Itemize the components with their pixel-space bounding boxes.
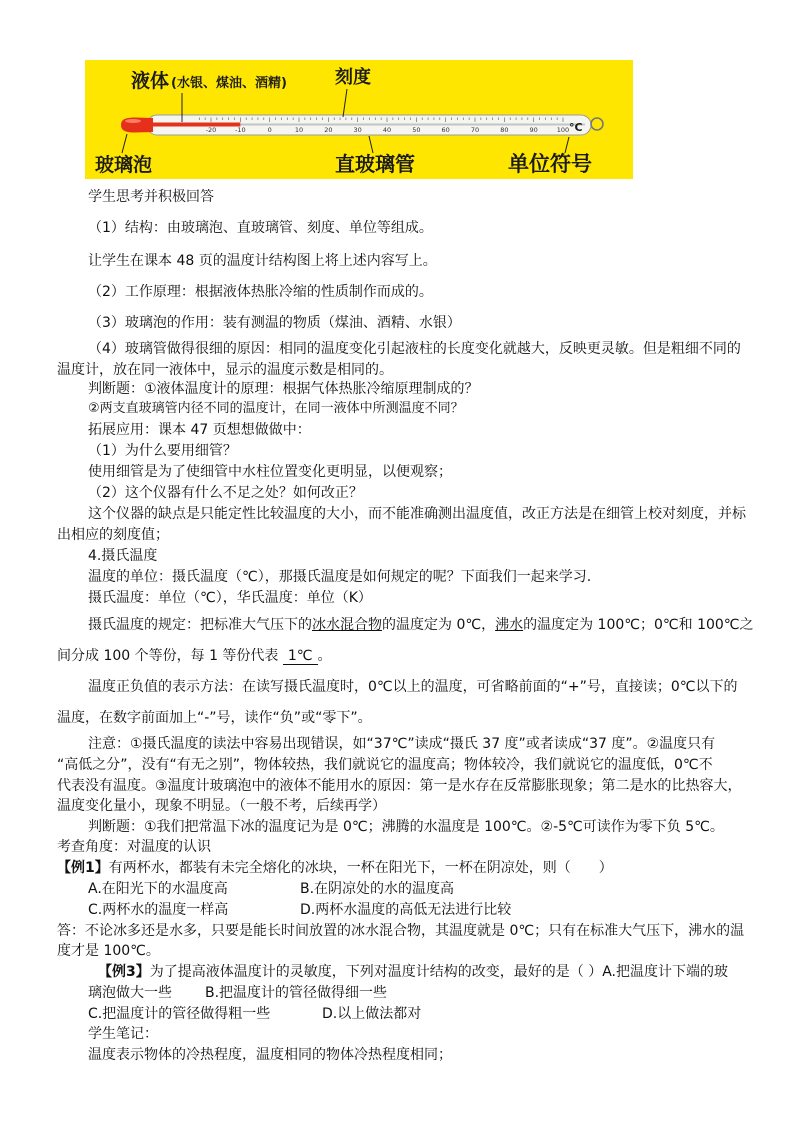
extension-question-2: （2）这个仪器有什么不足之处？如何改正？ [88, 485, 363, 501]
underlined-term-boiling-water: 沸水 [495, 617, 524, 633]
example-1-stem: 有两杯水，都装有未完全熔化的冰块，一杯在阳光下，一杯在阴凉处，则（ ） [108, 860, 613, 876]
scale-number: 100 [556, 126, 570, 134]
extension-answer-1: 使用细管是为了使细管中水柱位置变化更明显，以便观察； [88, 464, 452, 480]
sign-rule-line2: 温度，在数字前面加上“-”号，读作“负”或“零下”。 [57, 710, 372, 726]
extension-heading: 拓展应用：课本 47 页想想做做中： [88, 422, 311, 438]
example-1-option-d: D.两杯水温度的高低无法进行比较 [300, 902, 512, 918]
example-3-option-c: C.把温度计的管径做得粗一些 [88, 1006, 271, 1022]
label-bulb: 玻璃泡 [95, 154, 153, 176]
liquid-column [147, 123, 240, 127]
example-3-option-a-continued: 璃泡做大一些 [88, 985, 172, 1001]
prompt-line: 学生思考并积极回答 [88, 189, 214, 205]
student-notes-heading: 学生笔记： [88, 1026, 158, 1042]
scale-number: 50 [412, 126, 421, 134]
scale-number: 10 [294, 126, 304, 134]
extension-answer-2-line2: 出相应的刻度值； [57, 527, 169, 543]
scale-number: 90 [529, 126, 538, 134]
celsius-rule-line1 [88, 617, 754, 633]
example-1-answer-line2: 度才是 100℃。 [57, 943, 160, 959]
thermometer-structure-figure [85, 60, 633, 179]
underlined-term-ice-water: 冰水混合物 [312, 617, 382, 633]
example-1-question [57, 860, 613, 876]
instruction-line: 让学生在课本 48 页的温度计结构图上将上述内容写上。 [88, 253, 437, 269]
structure-item-2: （2）工作原理：根据液体热胀冷缩的性质制作而成的。 [88, 284, 433, 300]
assessment-angle: 考查角度：对温度的认识 [57, 839, 211, 855]
scale-number: 20 [324, 126, 333, 134]
unit-symbol: °C [569, 121, 583, 134]
celsius-unit-intro: 温度的单位：摄氏温度（℃），那摄氏温度是如何规定的呢？下面我们一起来学习. [88, 569, 592, 585]
scale-number: 70 [470, 126, 480, 134]
rule-text: 。 [317, 648, 332, 664]
sign-rule-line1: 温度正负值的表示方法：在读写摄氏温度时，0℃以上的温度，可省略前面的“+”号，直接读；0℃以下的 [88, 679, 738, 695]
celsius-units: 摄氏温度：单位（℃），华氏温度：单位（K） [88, 590, 372, 606]
extension-question-1: （1）为什么要用细管？ [88, 443, 237, 459]
judge-question-1: 判断题：①液体温度计的原理：根据气体热胀冷缩原理制成的？ [88, 381, 479, 397]
scale-number: 80 [500, 126, 509, 134]
scale-number: -20 [205, 126, 217, 134]
example-1-tag: 【例1】 [57, 860, 109, 876]
bulb-highlight [125, 119, 141, 123]
rule-text: 的温度定为 100℃；0℃和 100℃之 [523, 617, 754, 633]
note-line1: 注意：①摄氏温度的读法中容易出现错误，如“37℃”读成“摄氏 37 度”或者读成“37 度”。②温度只有 [88, 736, 716, 752]
structure-item-4-line1: （4）玻璃管做得很细的原因：相同的温度变化引起液柱的长度变化就越大，反映更灵敏。但是粗细不同的 [88, 341, 741, 357]
judge-question-2: ②两支直玻璃管内径不同的温度计，在同一液体中所测温度不同？ [88, 401, 464, 416]
note-line3: 代表没有温度。③温度计玻璃泡中的液体不能用水的原因：第一是水存在反常膨胀现象；第二是水的比热容大， [57, 778, 742, 794]
label-tube: 直玻璃管 [335, 152, 415, 176]
example-3-option-d: D.以上做法都对 [322, 1006, 422, 1022]
label-scale: 刻度 [335, 67, 371, 88]
example-1-answer-line1: 答：不论冰多还是水多，只要是能长时间放置的冰水混合物，其温度就是 0℃；只有在标准大气压下，沸水的温 [57, 923, 745, 939]
extension-answer-2-line1: 这个仪器的缺点是只能定性比较温度的大小，而不能准确测出温度值，改正方法是在细管上校对刻度，并标 [88, 506, 746, 522]
structure-item-3: （3）玻璃泡的作用：装有测温的物质（煤油、酒精、水银） [88, 315, 461, 331]
label-liquid: 液体 [131, 70, 170, 92]
example-3-question [98, 964, 728, 980]
rule-text: 间分成 100 个等份，每 1 等份代表 [57, 648, 283, 664]
scale-number: 60 [441, 126, 450, 134]
example-3-option-a: A.把温度计下端的玻 [602, 964, 728, 980]
example-3-tag: 【例3】 [98, 964, 150, 980]
example-3-option-b: B.把温度计的管径做得细一些 [205, 985, 388, 1001]
scale-number: 30 [353, 126, 362, 134]
example-1-option-b: B.在阴凉处的水的温度高 [300, 881, 455, 897]
rule-text: 的温度定为 0℃， [382, 617, 496, 633]
student-notes-line: 温度表示物体的冷热程度，温度相同的物体冷热程度相同； [88, 1047, 452, 1063]
example-1-option-a: A.在阳光下的水温度高 [88, 881, 228, 897]
structure-item-1: （1）结构：由玻璃泡、直玻璃管、刻度、单位等组成。 [88, 220, 433, 236]
note-line4: 温度变化量小，现象不明显。（一般不考，后续再学） [57, 798, 386, 814]
rule-text: 摄氏温度的规定：把标准大气压下的 [88, 617, 312, 633]
scale-number: 0 [267, 126, 272, 134]
label-unit: 单位符号 [508, 152, 592, 176]
celsius-judge: 判断题：①我们把常温下冰的温度记为是 0℃；沸腾的水温度是 100℃。②-5℃可读作为零下负 5℃。 [88, 819, 724, 835]
scale-number: 40 [382, 126, 392, 134]
fill-blank-answer: 1℃ [283, 648, 318, 665]
example-1-option-c: C.两杯水的温度一样高 [88, 902, 229, 918]
structure-item-4-line2: 温度计，放在同一液体中，显示的温度示数是相同的。 [57, 362, 393, 378]
celsius-heading: 4.摄氏温度 [88, 548, 158, 564]
label-liquid-types: (水银、煤油、酒精) [171, 76, 287, 91]
celsius-rule-line2 [57, 648, 332, 664]
example-3-stem: 为了提高液体温度计的灵敏度，下列对温度计结构的改变，最好的是（ ） [149, 964, 603, 980]
note-line2: “高低之分”，没有“有无之别”，物体较热，我们就说它的温度高；物体较冷，我们就说它的温度低，0℃不 [57, 757, 713, 773]
scale-number: -10 [235, 126, 246, 134]
